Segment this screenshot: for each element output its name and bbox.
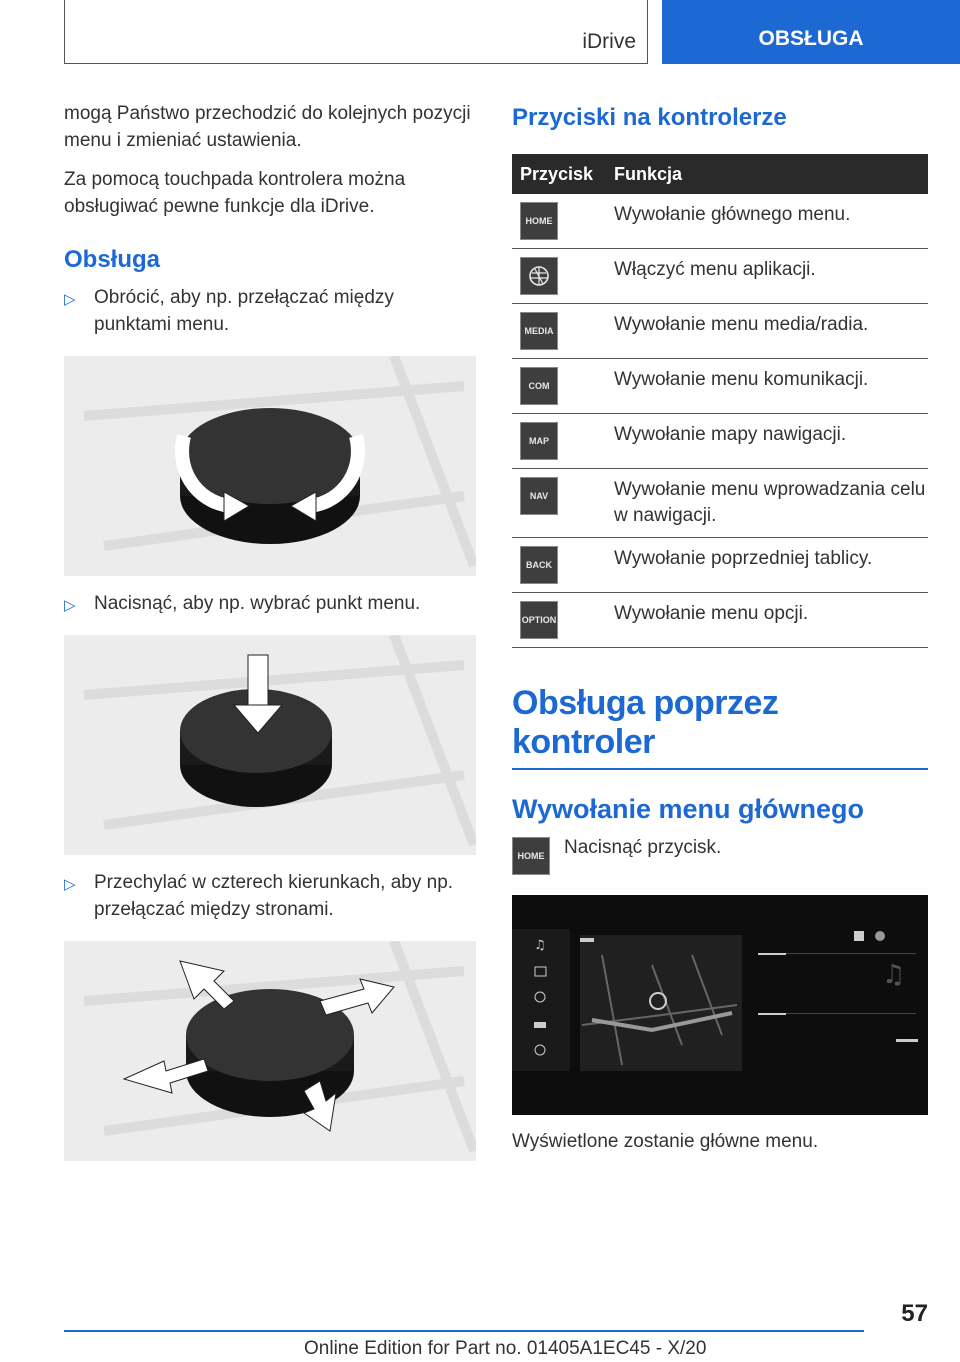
nav-key-icon	[520, 477, 558, 515]
bullet-press	[64, 590, 476, 617]
svg-text:♫: ♫	[882, 960, 906, 990]
result-text: Wyświetlone zostanie główne menu.	[512, 1131, 819, 1152]
bullet-tilt-text: Przechylać w czterech kierunkach, aby np. przełączać między stronami.	[94, 872, 454, 920]
table-row	[512, 359, 928, 414]
key-label: MAP	[529, 436, 549, 446]
header-section-title: iDrive	[582, 30, 636, 53]
right-column	[512, 100, 928, 1153]
function-cell: Włączyć menu aplikacji.	[606, 249, 928, 304]
function-cell: Wywołanie mapy nawigacji.	[606, 414, 928, 469]
function-cell: Wywołanie menu wprowadzania celu w nawigacji.	[606, 469, 928, 538]
function-cell: Wywołanie głównego menu.	[606, 194, 928, 249]
key-label: OPTION	[521, 615, 557, 625]
sub-title: Wywołanie menu głównego	[512, 794, 865, 824]
column-header-function: Funkcja	[606, 154, 928, 194]
media-key-icon	[520, 312, 558, 350]
rotate-controller-graphic	[64, 356, 476, 576]
back-key-icon	[520, 546, 558, 584]
left-column	[64, 100, 476, 1161]
controller-press-illustration	[64, 635, 476, 855]
bullet-triangle-icon: ▷	[64, 876, 76, 893]
table-row	[512, 194, 928, 249]
table-row	[512, 249, 928, 304]
table-row	[512, 469, 928, 538]
obsluga-heading: Obsługa	[64, 246, 161, 273]
controller-buttons-table	[512, 154, 928, 648]
key-label: BACK	[526, 560, 552, 570]
function-cell: Wywołanie poprzedniej tablicy.	[606, 538, 928, 593]
intro-paragraph-1: mogą Państwo przechodzić do kolejnych pozycji menu i zmieniać ustawienia.	[64, 103, 471, 151]
press-instruction-text: Nacisnąć przycisk.	[564, 837, 722, 858]
key-cell	[512, 359, 606, 414]
press-controller-graphic	[64, 635, 476, 855]
key-cell	[512, 469, 606, 538]
chapter-label: OBSŁUGA	[758, 27, 864, 50]
key-label: HOME	[517, 851, 545, 861]
key-label: COM	[528, 381, 550, 391]
bullet-tilt	[64, 869, 476, 923]
map-key-icon	[520, 422, 558, 460]
key-cell	[512, 414, 606, 469]
controller-rotate-illustration	[64, 356, 476, 576]
section-title: Obsługa poprzez kontroler	[512, 684, 928, 770]
home-instruction	[512, 837, 928, 875]
key-label: MEDIA	[524, 326, 554, 336]
table-row	[512, 304, 928, 359]
footer-rule	[64, 1330, 864, 1332]
table-row	[512, 538, 928, 593]
key-label: NAV	[529, 491, 549, 501]
option-key-icon	[520, 601, 558, 639]
com-key-icon	[520, 367, 558, 405]
globe-key-icon	[520, 257, 558, 295]
bullet-press-text: Nacisnąć, aby np. wybrać punkt menu.	[94, 593, 421, 614]
bullet-triangle-icon: ▷	[64, 291, 76, 308]
tilt-controller-graphic	[64, 941, 476, 1161]
bullet-rotate-text: Obrócić, aby np. przełączać między punktami menu.	[94, 287, 394, 335]
table-row	[512, 593, 928, 648]
function-cell: Wywołanie menu opcji.	[606, 593, 928, 648]
key-cell	[512, 194, 606, 249]
idrive-main-menu-graphic	[512, 895, 928, 1115]
home-key-icon	[520, 202, 558, 240]
table-header-row	[512, 154, 928, 194]
key-label: HOME	[525, 216, 553, 226]
function-cell: Wywołanie menu komunikacji.	[606, 359, 928, 414]
intro-paragraph-2: Za pomocą touchpada kontrolera można obsługiwać pewne funkcje dla iDrive.	[64, 169, 406, 217]
controller-tilt-illustration	[64, 941, 476, 1161]
buttons-heading: Przyciski na kontrolerze	[512, 104, 787, 131]
key-cell	[512, 593, 606, 648]
column-header-button: Przycisk	[512, 154, 606, 194]
table-row	[512, 414, 928, 469]
edition-text: Online Edition for Part no. 01405A1EC45 - X/20	[304, 1338, 707, 1359]
key-cell	[512, 538, 606, 593]
header-chapter-tab	[662, 0, 960, 64]
home-key-icon	[512, 837, 550, 875]
bullet-rotate	[64, 284, 476, 338]
key-cell	[512, 249, 606, 304]
svg-text:♫: ♫	[534, 938, 546, 953]
function-cell: Wywołanie menu media/radia.	[606, 304, 928, 359]
page-number: 57	[901, 1300, 928, 1327]
key-cell	[512, 304, 606, 359]
bullet-triangle-icon: ▷	[64, 597, 76, 614]
main-menu-screen-illustration	[512, 895, 928, 1115]
